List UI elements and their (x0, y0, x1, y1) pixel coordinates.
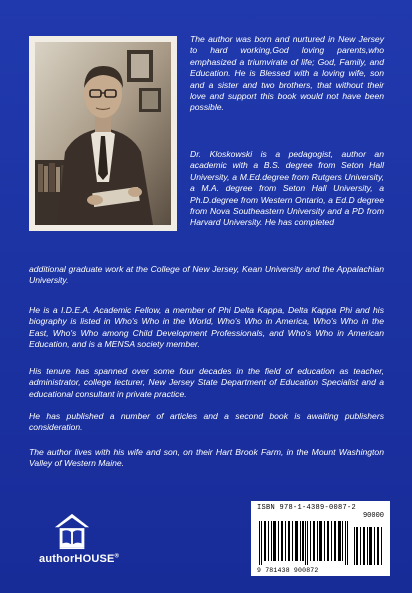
ean-digits: 9 781438 900872 (257, 567, 319, 574)
trademark-symbol: ® (114, 553, 120, 560)
bio-paragraph-career: His tenure has spanned over some four decades in the field of education as teacher, administrator, college lecturer, New Jersey State Department of Education Specialist and a educational consultant in private practice. (29, 366, 384, 399)
bio-paragraph-upbringing: The author was born and nurtured in New Jersey to hard working,God loving parents,who emphasized a triumvirate of life; God, Family, and Education. He is Blessed with a loving wife, son and a sister and two brothers, that without their love and support this book would not have been possible. (190, 34, 384, 113)
house-book-icon (53, 512, 91, 550)
author-photo (29, 36, 177, 231)
price-code: 90000 (362, 512, 384, 520)
barcode-bars (257, 513, 384, 566)
author-portrait-icon (35, 42, 171, 225)
bio-paragraph-residence: The author lives with his wife and son, on their Hart Brook Farm, in the Mount Washington Valley of Western Maine. (29, 447, 384, 469)
publisher-name-text: authorHOUSE (39, 553, 115, 565)
isbn-barcode (251, 501, 390, 576)
bio-paragraph-education-continued: additional graduate work at the College of New Jersey, Kean University and the Appalachian University. (29, 264, 384, 286)
isbn-number: ISBN 978-1-4389-0087-2 (257, 504, 357, 512)
publisher-logo (39, 512, 119, 574)
publisher-name (39, 553, 119, 565)
bio-paragraph-honors: He is a I.D.E.A. Academic Fellow, a member of Phi Delta Kappa, Delta Kappa Phi and his biography is listed in Who's Who in the World, Who's Who in America, Who's Who in the East, Who's Who among Child Development Professionals, and Who's Who in American Education, and is a MENSA society member. (29, 305, 384, 350)
bio-paragraph-publications: He has published a number of articles and a second book is awaiting publishers consideration. (29, 411, 384, 433)
bio-paragraph-education: Dr. Kloskowski is a pedagogist, author an academic with a B.S. degree from Seton Hall University, a M.Ed.degree from Rutgers University, a M.A. degree from Seton Hall University, a Ph.D.degree from Western Ontario, a Ed.D degree from Nova Southeastern University and a PD from Harvard University. He has completed (190, 149, 384, 228)
